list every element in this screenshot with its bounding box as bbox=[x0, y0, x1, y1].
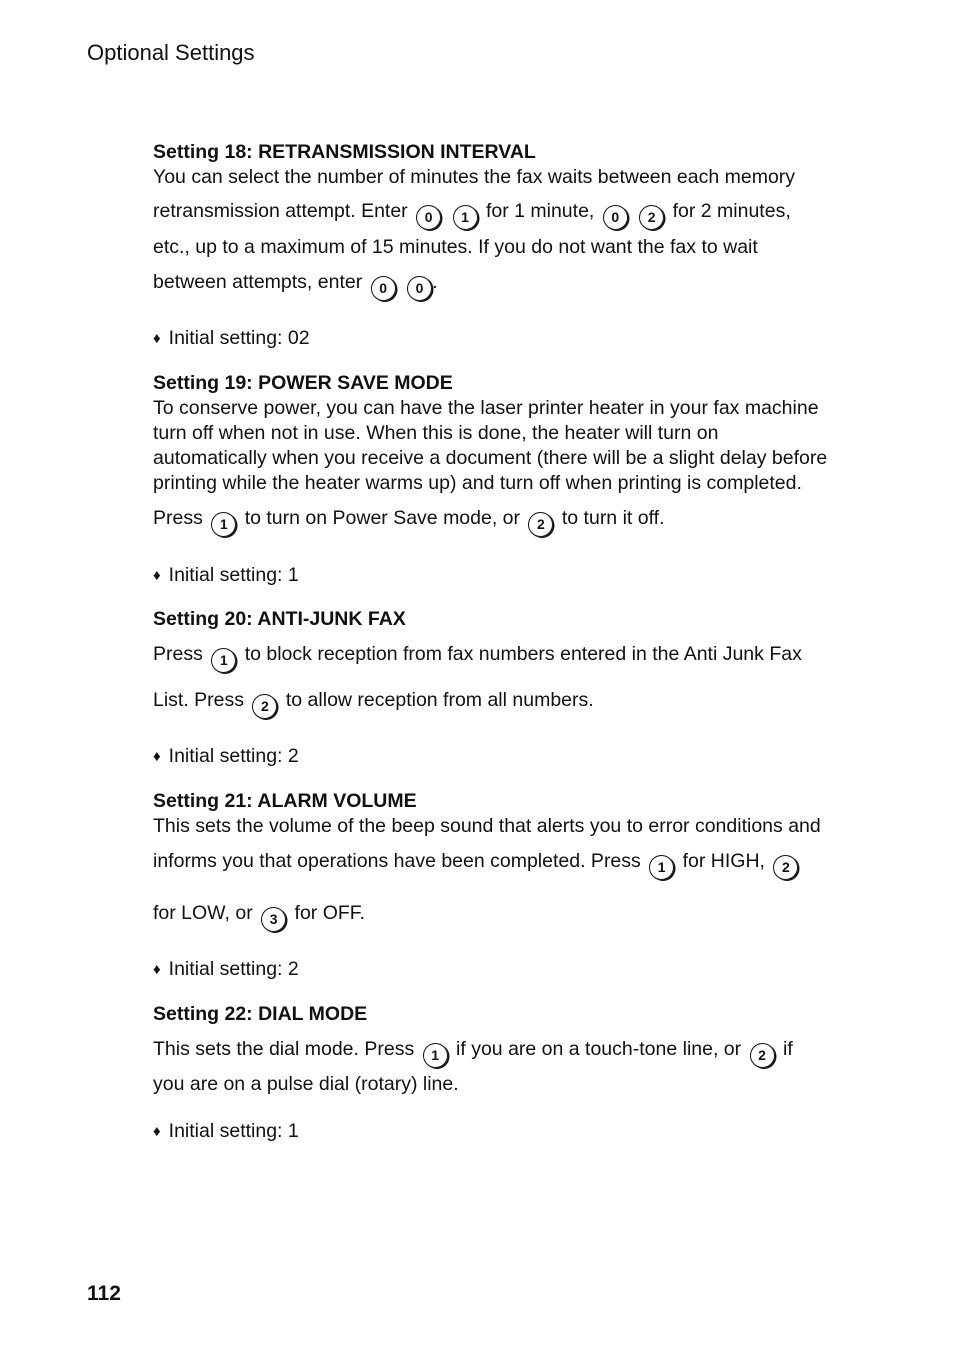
body-text: to block reception from fax numbers entered in the Anti Junk Fax bbox=[244, 643, 802, 665]
body-line: This sets the volume of the beep sound that alerts you to error conditions and bbox=[153, 815, 821, 837]
diamond-bullet-icon: ♦ bbox=[153, 748, 161, 765]
key-0-icon: 0 bbox=[371, 276, 396, 301]
key-0-icon: 0 bbox=[407, 276, 432, 301]
diamond-bullet-icon: ♦ bbox=[153, 961, 161, 978]
body-text: retransmission attempt. Enter bbox=[153, 200, 408, 222]
key-0-icon: 0 bbox=[416, 205, 441, 230]
body-line: etc., up to a maximum of 15 minutes. If you do not want the fax to wait bbox=[153, 236, 758, 258]
setting-heading: Setting 20: ANTI-JUNK FAX bbox=[153, 608, 406, 630]
key-2-icon: 2 bbox=[773, 855, 798, 880]
key-1-icon: 1 bbox=[211, 648, 236, 673]
body-text: List. Press bbox=[153, 689, 245, 711]
body-line bbox=[153, 1037, 853, 1068]
body-line bbox=[153, 849, 853, 880]
body-line: automatically when you receive a document (there will be a slight delay before bbox=[153, 447, 828, 469]
body-text: if you are on a touch-tone line, or bbox=[456, 1038, 742, 1060]
setting-18 bbox=[153, 140, 853, 351]
body-line bbox=[153, 270, 853, 301]
body-text: if bbox=[782, 1038, 793, 1060]
initial-setting-text: Initial setting: 02 bbox=[168, 327, 310, 349]
setting-heading: Setting 18: RETRANSMISSION INTERVAL bbox=[153, 141, 536, 163]
body-line bbox=[153, 642, 853, 673]
key-2-icon: 2 bbox=[252, 694, 277, 719]
body-line bbox=[153, 688, 853, 719]
initial-setting bbox=[153, 957, 853, 982]
initial-setting bbox=[153, 1119, 853, 1144]
key-1-icon: 1 bbox=[211, 512, 236, 537]
body-line: turn off when not in use. When this is done, the heater will turn on bbox=[153, 422, 719, 444]
body-line: you are on a pulse dial (rotary) line. bbox=[153, 1073, 459, 1095]
body-text: to allow reception from all numbers. bbox=[285, 689, 594, 711]
body-text: This sets the dial mode. Press bbox=[153, 1038, 415, 1060]
key-2-icon: 2 bbox=[639, 205, 664, 230]
setting-20 bbox=[153, 607, 853, 769]
initial-setting bbox=[153, 744, 853, 769]
setting-heading: Setting 19: POWER SAVE MODE bbox=[153, 372, 453, 394]
setting-21 bbox=[153, 789, 853, 982]
key-1-icon: 1 bbox=[423, 1043, 448, 1068]
body-text: Press bbox=[153, 643, 203, 665]
body-text: informs you that operations have been completed. Press bbox=[153, 850, 641, 872]
initial-setting-text: Initial setting: 1 bbox=[168, 1120, 299, 1142]
body-text: for LOW, or bbox=[153, 902, 253, 924]
setting-heading: Setting 21: ALARM VOLUME bbox=[153, 790, 417, 812]
body-text: for OFF. bbox=[294, 902, 365, 924]
key-0-icon: 0 bbox=[603, 205, 628, 230]
page-number: 112 bbox=[87, 1282, 121, 1305]
page-content bbox=[153, 140, 853, 1144]
diamond-bullet-icon: ♦ bbox=[153, 330, 161, 347]
body-text: . bbox=[432, 271, 438, 293]
diamond-bullet-icon: ♦ bbox=[153, 1123, 161, 1140]
setting-22 bbox=[153, 1002, 853, 1144]
body-line: To conserve power, you can have the laser printer heater in your fax machine bbox=[153, 397, 819, 419]
setting-19 bbox=[153, 371, 853, 588]
body-text: between attempts, enter bbox=[153, 271, 363, 293]
initial-setting bbox=[153, 563, 853, 588]
body-text: to turn it off. bbox=[561, 507, 665, 529]
body-text: for 1 minute, bbox=[485, 200, 595, 222]
body-text: for 2 minutes, bbox=[672, 200, 791, 222]
diamond-bullet-icon: ♦ bbox=[153, 567, 161, 584]
body-text: for HIGH, bbox=[682, 850, 765, 872]
body-line bbox=[153, 199, 853, 230]
body-line bbox=[153, 506, 853, 537]
setting-heading: Setting 22: DIAL MODE bbox=[153, 1003, 368, 1025]
initial-setting-text: Initial setting: 2 bbox=[168, 958, 299, 980]
initial-setting-text: Initial setting: 1 bbox=[168, 564, 299, 586]
body-line: printing while the heater warms up) and turn off when printing is completed. bbox=[153, 472, 802, 494]
key-2-icon: 2 bbox=[750, 1043, 775, 1068]
initial-setting-text: Initial setting: 2 bbox=[168, 745, 299, 767]
key-2-icon: 2 bbox=[528, 512, 553, 537]
body-line: You can select the number of minutes the fax waits between each memory bbox=[153, 166, 796, 188]
body-text: to turn on Power Save mode, or bbox=[244, 507, 521, 529]
page-header: Optional Settings bbox=[87, 40, 255, 65]
key-1-icon: 1 bbox=[453, 205, 478, 230]
body-text: Press bbox=[153, 507, 203, 529]
key-1-icon: 1 bbox=[649, 855, 674, 880]
body-line bbox=[153, 901, 853, 932]
initial-setting bbox=[153, 326, 853, 351]
key-3-icon: 3 bbox=[261, 907, 286, 932]
